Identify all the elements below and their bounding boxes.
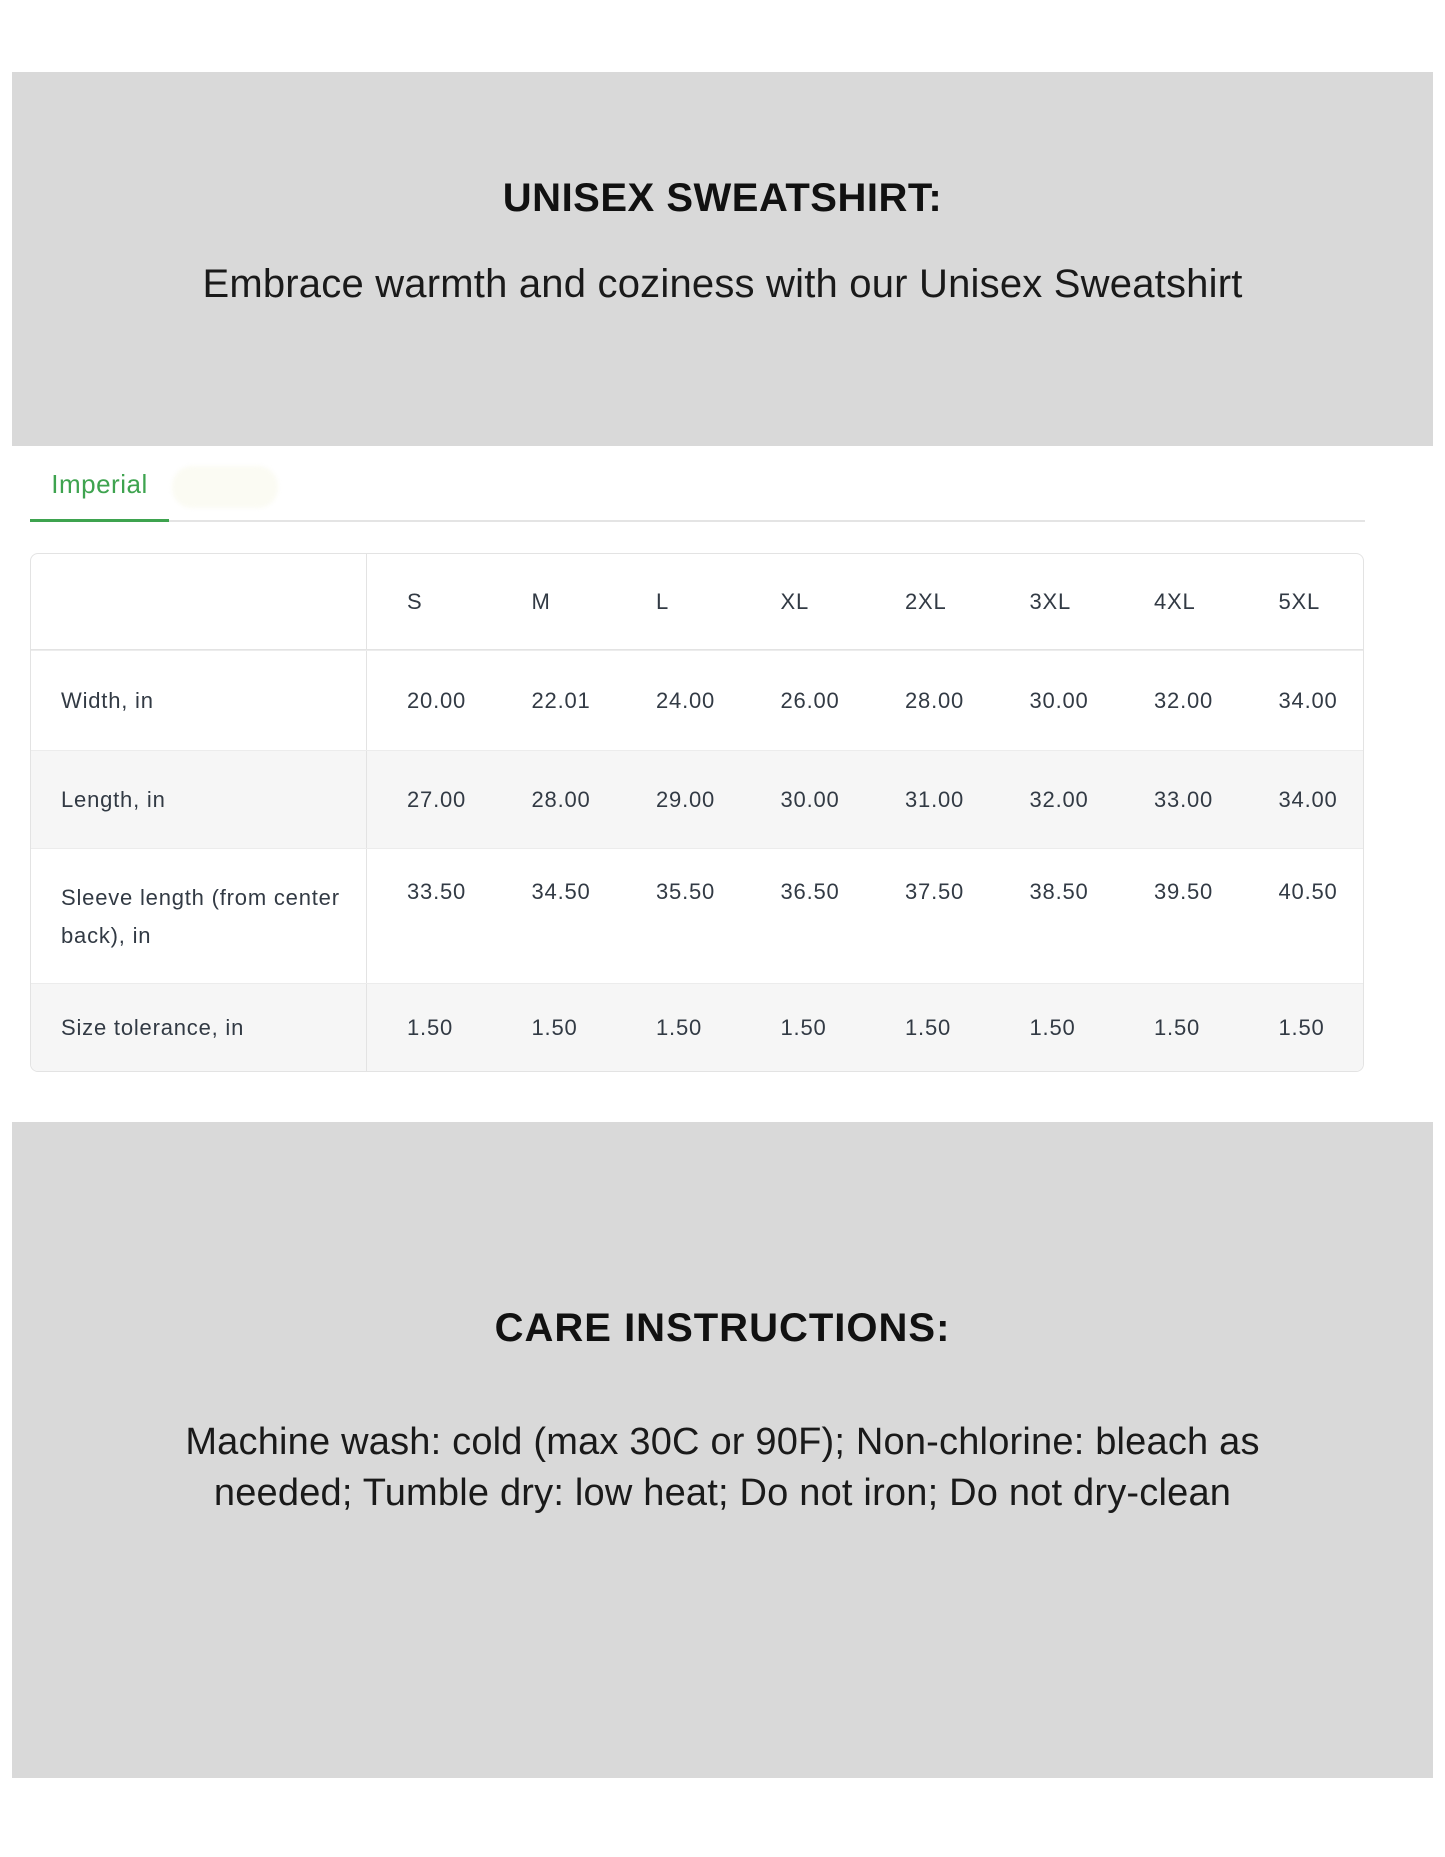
size-value-cell: 30.00 — [780, 786, 840, 812]
size-value-cell: 29.00 — [656, 786, 716, 812]
size-value-cell: 22.01 — [531, 687, 591, 713]
size-chart-table — [30, 553, 1364, 1072]
size-value-cell: 36.50 — [780, 879, 840, 904]
tab-imperial[interactable]: Imperial — [51, 469, 148, 499]
row-label: Sleeve length (from center back), in — [31, 849, 367, 983]
column-header: M — [531, 588, 551, 614]
column-header: 4XL — [1154, 588, 1196, 614]
size-value-cell: 26.00 — [780, 687, 840, 713]
size-value-cell: 1.50 — [407, 1014, 454, 1040]
tabs-divider — [30, 520, 1365, 522]
size-value-cell: 1.50 — [1278, 1014, 1325, 1040]
size-value-cell: 31.00 — [905, 786, 965, 812]
size-value-cell: 35.50 — [656, 879, 716, 904]
product-title: UNISEX SWEATSHIRT: — [502, 176, 943, 220]
care-line: Machine wash: cold (max 30C or 90F); Non-chlorine: bleach as — [185, 1421, 1260, 1463]
size-value-cell: 34.00 — [1278, 687, 1338, 713]
size-value-cell: 34.00 — [1278, 786, 1338, 812]
size-value-cell: 28.00 — [531, 786, 591, 812]
active-tab-underline — [30, 519, 169, 522]
size-value-cell: 1.50 — [531, 1014, 578, 1040]
care-instructions — [62, 1417, 1383, 1519]
size-value-cell: 39.50 — [1154, 879, 1214, 904]
size-value-cell: 32.00 — [1154, 687, 1214, 713]
size-value-cell: 24.00 — [656, 687, 716, 713]
row-label: Length, in — [31, 751, 367, 848]
table-header-row — [31, 554, 1363, 650]
size-value-cell: 30.00 — [1029, 687, 1089, 713]
product-intro-panel — [12, 72, 1433, 446]
table-row — [31, 983, 1363, 1071]
table-row — [31, 650, 1363, 750]
corner-cell — [31, 554, 367, 649]
size-value-cell: 1.50 — [780, 1014, 827, 1040]
size-value-cell: 34.50 — [531, 879, 591, 904]
column-header: L — [656, 588, 670, 614]
size-value-cell: 1.50 — [656, 1014, 703, 1040]
column-header: XL — [780, 588, 810, 614]
size-value-cell: 1.50 — [1154, 1014, 1201, 1040]
care-title: CARE INSTRUCTIONS: — [494, 1306, 951, 1350]
column-header: 2XL — [905, 588, 947, 614]
column-header: 3XL — [1029, 588, 1072, 614]
size-value-cell: 33.50 — [407, 879, 467, 904]
size-value-cell: 1.50 — [905, 1014, 952, 1040]
size-value-cell: 20.00 — [407, 687, 467, 713]
care-line: needed; Tumble dry: low heat; Do not iron; Do not dry-clean — [213, 1472, 1232, 1514]
metric-tab-ghost — [172, 466, 278, 508]
size-value-cell: 28.00 — [905, 687, 965, 713]
table-row — [31, 750, 1363, 848]
table-row — [31, 848, 1363, 983]
size-value-cell: 1.50 — [1029, 1014, 1076, 1040]
size-value-cell: 27.00 — [407, 786, 467, 812]
row-label: Size tolerance, in — [31, 984, 367, 1071]
care-panel — [12, 1122, 1433, 1778]
size-value-cell: 40.50 — [1278, 879, 1338, 904]
size-value-cell: 37.50 — [905, 879, 965, 904]
size-value-cell: 32.00 — [1029, 786, 1089, 812]
size-value-cell: 33.00 — [1154, 786, 1214, 812]
row-label: Width, in — [31, 651, 367, 750]
column-header: 5XL — [1278, 588, 1321, 614]
product-subtitle: Embrace warmth and coziness with our Unisex Sweatshirt — [202, 262, 1243, 306]
column-header: S — [407, 588, 423, 614]
size-value-cell: 38.50 — [1029, 879, 1089, 904]
